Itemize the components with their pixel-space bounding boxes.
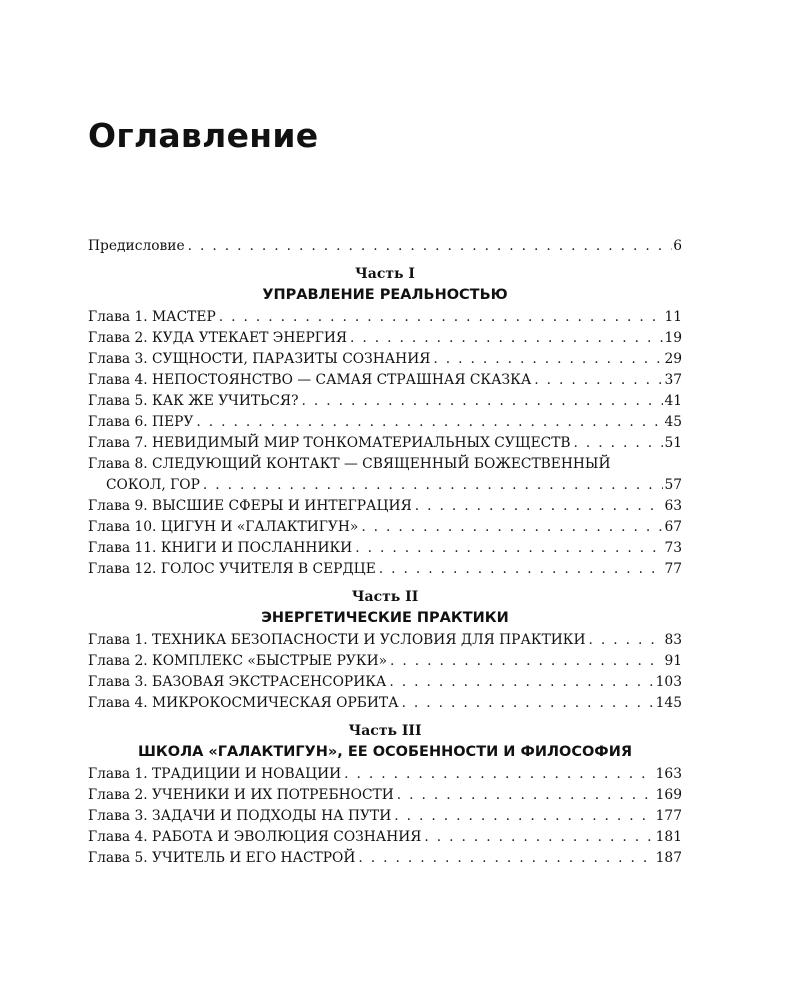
toc-entry[interactable] xyxy=(88,519,682,540)
part-number: Часть III xyxy=(348,723,422,739)
entry-label: Глава 3. БАЗОВАЯ ЭКСТРАСЕНСОРИКА xyxy=(88,674,387,690)
dot-leader xyxy=(196,414,663,430)
part-title: УПРАВЛЕНИЕ РЕАЛЬНОСТЬЮ xyxy=(262,287,508,303)
dot-leader xyxy=(355,540,663,556)
entry-label: Глава 1. ТРАДИЦИИ И НОВАЦИИ xyxy=(88,766,342,782)
entry-label: Глава 12. ГОЛОС УЧИТЕЛЯ В СЕРДЦЕ xyxy=(88,561,376,577)
toc-entry[interactable] xyxy=(88,632,682,653)
entry-page: 67 xyxy=(664,519,682,535)
entry-label: Глава 4. РАБОТА И ЭВОЛЮЦИЯ СОЗНАНИЯ xyxy=(88,829,422,845)
dot-leader xyxy=(402,695,655,711)
toc-entry[interactable] xyxy=(88,808,682,829)
entry-page: 163 xyxy=(655,766,682,782)
entry-page: 73 xyxy=(664,540,682,556)
dot-leader xyxy=(301,393,663,409)
toc-entry[interactable] xyxy=(88,674,682,695)
dot-leader xyxy=(394,808,654,824)
toc-entry[interactable] xyxy=(88,653,682,674)
table-of-contents xyxy=(88,238,682,871)
entry-page: 103 xyxy=(655,674,682,690)
toc-entry[interactable] xyxy=(88,414,682,435)
toc-entry[interactable] xyxy=(88,435,682,456)
dot-leader xyxy=(350,330,663,346)
toc-entry[interactable] xyxy=(88,766,682,787)
entry-page: 11 xyxy=(664,309,682,325)
entry-label: СОКОЛ, ГОР xyxy=(106,477,200,493)
dot-leader xyxy=(389,674,654,690)
part-title: ШКОЛА «ГАЛАКТИГУН», ЕЕ ОСОБЕННОСТИ И ФИЛОСОФИЯ xyxy=(138,744,632,760)
entry-page: 37 xyxy=(664,372,682,388)
part-title: ЭНЕРГЕТИЧЕСКИЕ ПРАКТИКИ xyxy=(261,610,509,626)
dot-leader xyxy=(203,477,664,493)
toc-entry-line[interactable]: Глава 8. СЛЕДУЮЩИЙ КОНТАКТ — СВЯЩЕННЫЙ БОЖЕСТВЕННЫЙ xyxy=(88,456,611,472)
entry-label: Глава 2. КОМПЛЕКС «БЫСТРЫЕ РУКИ» xyxy=(88,653,388,669)
entry-label: Глава 11. КНИГИ И ПОСЛАННИКИ xyxy=(88,540,353,556)
entry-page: 51 xyxy=(664,435,682,451)
entry-page: 83 xyxy=(664,632,682,648)
dot-leader xyxy=(188,238,673,254)
entry-page: 19 xyxy=(664,330,682,346)
entry-label: Глава 1. МАСТЕР xyxy=(88,309,216,325)
toc-entry[interactable] xyxy=(88,850,682,871)
entry-label: Глава 4. МИКРОКОСМИЧЕСКАЯ ОРБИТА xyxy=(88,695,399,711)
toc-entry-preface[interactable] xyxy=(88,238,682,259)
part-number: Часть II xyxy=(351,589,419,605)
entry-label: Глава 2. КУДА УТЕКАЕТ ЭНЕРГИЯ xyxy=(88,330,348,346)
toc-entry[interactable] xyxy=(88,561,682,582)
entry-label: Глава 5. КАК ЖЕ УЧИТЬСЯ? xyxy=(88,393,299,409)
toc-entry[interactable] xyxy=(88,477,682,498)
entry-page: 57 xyxy=(664,477,682,493)
toc-entry[interactable] xyxy=(88,540,682,561)
part-number: Часть I xyxy=(355,266,415,282)
entry-label: Глава 3. СУЩНОСТИ, ПАРАЗИТЫ СОЗНАНИЯ xyxy=(88,351,431,367)
toc-entry[interactable] xyxy=(88,498,682,519)
toc-entry[interactable] xyxy=(88,695,682,716)
entry-label: Предисловие xyxy=(88,238,185,254)
entry-page: 91 xyxy=(664,653,682,669)
entry-page: 77 xyxy=(664,561,682,577)
dot-leader xyxy=(397,787,655,803)
entry-label: Глава 6. ПЕРУ xyxy=(88,414,194,430)
entry-page: 6 xyxy=(673,238,682,254)
page-title: Оглавление xyxy=(88,116,319,155)
dot-leader xyxy=(361,519,663,535)
dot-leader xyxy=(219,309,664,325)
dot-leader xyxy=(424,829,654,845)
entry-page: 45 xyxy=(664,414,682,430)
entry-page: 41 xyxy=(664,393,682,409)
dot-leader xyxy=(589,632,664,648)
dot-leader xyxy=(358,850,654,866)
toc-entry[interactable] xyxy=(88,372,682,393)
toc-entry[interactable] xyxy=(88,351,682,372)
toc-entry[interactable] xyxy=(88,330,682,351)
dot-leader xyxy=(415,498,664,514)
dot-leader xyxy=(390,653,663,669)
entry-label: Глава 1. ТЕХНИКА БЕЗОПАСНОСТИ И УСЛОВИЯ ДЛЯ ПРАКТИКИ xyxy=(88,632,586,648)
entry-page: 29 xyxy=(664,351,682,367)
toc-entry[interactable] xyxy=(88,829,682,850)
dot-leader xyxy=(433,351,663,367)
entry-label: Глава 9. ВЫСШИЕ СФЕРЫ И ИНТЕГРАЦИЯ xyxy=(88,498,412,514)
entry-label: Глава 10. ЦИГУН И «ГАЛАКТИГУН» xyxy=(88,519,359,535)
entry-label: Глава 7. НЕВИДИМЫЙ МИР ТОНКОМАТЕРИАЛЬНЫХ СУЩЕСТВ xyxy=(88,435,571,451)
entry-page: 187 xyxy=(655,850,682,866)
dot-leader xyxy=(574,435,664,451)
dot-leader xyxy=(534,372,663,388)
toc-entry[interactable] xyxy=(88,393,682,414)
entry-page: 63 xyxy=(664,498,682,514)
entry-label: Глава 2. УЧЕНИКИ И ИХ ПОТРЕБНОСТИ xyxy=(88,787,394,803)
toc-entry[interactable] xyxy=(88,787,682,808)
entry-label: Глава 5. УЧИТЕЛЬ И ЕГО НАСТРОЙ xyxy=(88,850,356,866)
dot-leader xyxy=(379,561,664,577)
dot-leader xyxy=(344,766,654,782)
toc-entry[interactable] xyxy=(88,309,682,330)
entry-page: 177 xyxy=(655,808,682,824)
entry-label: Глава 3. ЗАДАЧИ И ПОДХОДЫ НА ПУТИ xyxy=(88,808,392,824)
entry-page: 145 xyxy=(655,695,682,711)
entry-page: 169 xyxy=(655,787,682,803)
toc-parts xyxy=(88,264,682,871)
entry-label: Глава 4. НЕПОСТОЯНСТВО — САМАЯ СТРАШНАЯ СКАЗКА xyxy=(88,372,532,388)
entry-page: 181 xyxy=(655,829,682,845)
